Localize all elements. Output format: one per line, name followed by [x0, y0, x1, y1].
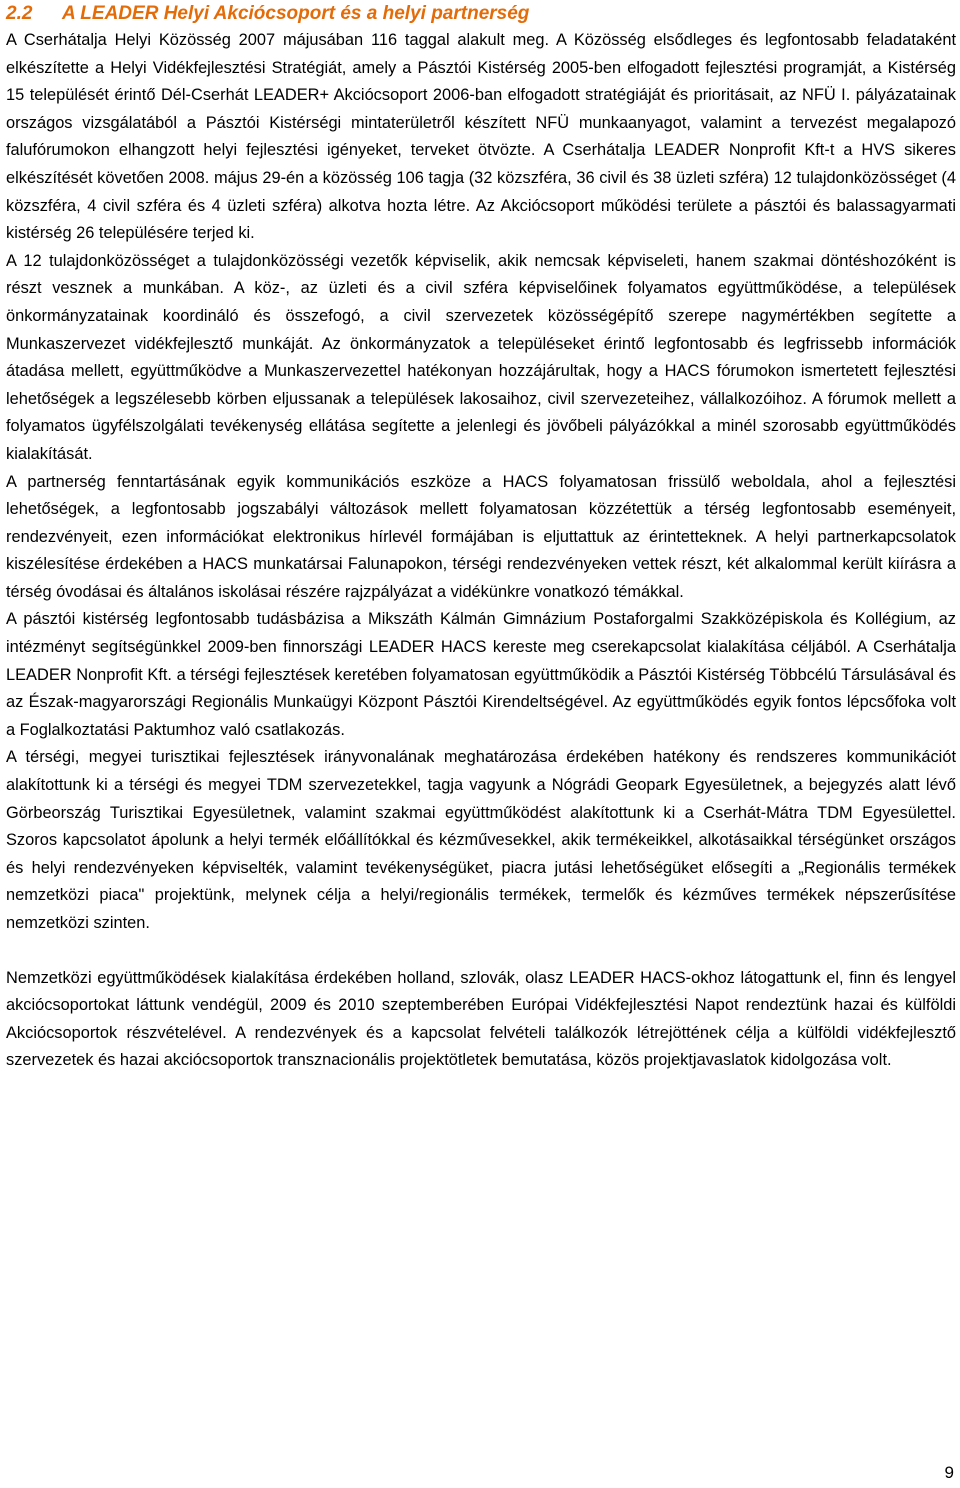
paragraph-spacer — [6, 938, 956, 965]
paragraph-knowledge-base: A pásztói kistérség legfontosabb tudásbázisa a Mikszáth Kálmán Gimnázium Postaforgalmi Szakközépiskola és Kollégium, az intézményt segítségünkkel 2009-ben finnországi LEADER HACS kereste meg cserekapcsolat kialakítása céljából. A Cserhátalja LEADER Nonprofit Kft. a térségi fejlesztések keretében folyamatosan együttműködik a Pásztói Kistérség Többcélú Társulásával és az Észak-magyarországi Regionális Munkaügyi Központ Pásztói Kirendeltségével. Az együttműködés egyik fontos lépcsőfoka volt a Foglalkoztatási Paktumhoz való csatlakozás. — [6, 610, 956, 739]
paragraph-international: Nemzetközi együttműködések kialakítása érdekében holland, szlovák, olasz LEADER HACS-okhoz látogattunk el, finn és lengyel akciócsoportokat láttunk vendégül, 2009 és 2010 szeptemberében Európai Vidékfejlesztési Napot rendeztünk hazai és külföldi Akciócsoportok részvételével. A rendezvények és a kapcsolat felvételi találkozók létrejöttének célja a külföldi vidékfejlesztő szervezetek és hazai akciócsoportok transznacionális projektötletek bemutatása, közös projektjavaslatok kidolgozása volt. — [6, 968, 956, 1070]
paragraph-tourism: A térségi, megyei turisztikai fejlesztések irányvonalának meghatározása érdekében hatékony és rendszeres kommunikációt alakítottunk ki a térségi és megyei TDM szervezetekkel, tagja vagyunk a Nógrádi Geopark Egyesületnek, a bejegyzés alatt lévő Görbeország Turisztikai Egyesületnek, valamint szakmai együttműködést alakítottunk ki a Cserhát-Mátra TDM Egyesülettel. Szoros kapcsolatot ápolunk a helyi termék előállítókkal és kézművesekkel, akik termékeikkel, alkotásaikkal térségünket országos és helyi rendezvényeken képviselték, valamint tevékenységüket, piacra jutási lehetőségüket elősegíti a „Regionális termékek nemzetközi piaca" projektünk, melynek célja a helyi/regionális termékek, termelők és kézműves termékek népszerűsítése nemzetközi szinten. — [6, 748, 956, 932]
paragraph-ownership: A 12 tulajdonközösséget a tulajdonközösségi vezetők képviselik, akik nemcsak képviseleti, hanem szakmai döntéshozóként is részt vesznek a munkában. A köz-, az üzleti és a civil szféra képviselőinek folyamatos együttműködése, a települések önkormányzatainak koordináló és összefogó, a civil szervezetek közösségépítő szerepe nagymértékben segítette a Munkaszervezet vidékfejlesztő munkáját. Az önkormányzatok a településeket érintő legfontosabb és legfrissebb információk átadása mellett, együttműködve a Munkaszervezettel hatékonyan hozzájárultak, hogy a HACS fórumokon ismertetett fejlesztési lehetőségek a legszélesebb körben eljussanak a települések lakosaihoz, civil szervezeteihez, vállalkozóihoz. A fórumok mellett a folyamatos ügyfélszolgálati tevékenység ellátása segítette a jelenlegi és jövőbeli pályázókkal a minél szorosabb együttműködés kialakítását. — [6, 251, 956, 463]
section-title: A LEADER Helyi Akciócsoport és a helyi partnerség — [62, 3, 530, 24]
section-heading — [6, 0, 956, 27]
paragraph-intro: A Cserhátalja Helyi Közösség 2007 májusában 116 taggal alakult meg. A Közösség elsődleges és legfontosabb feladataként elkészítette a Helyi Vidékfejlesztési Stratégiát, amely a Pásztói Kistérség 2005-ben elfogadott fejlesztési programját, a Kistérség 15 települését érintő Dél-Cserhát LEADER+ Akciócsoport 2006-ban elfogadott stratégiáját és prioritásait, az NFÜ I. pályázatainak országos vizsgálatából a Pásztói Kistérségi mintaterületről készített NFÜ munkaanyagot, valamint a tervezést megalapozó falufórumokon elhangzott helyi fejlesztési igényeket, terveket ötvözte. A Cserhátalja LEADER Nonprofit Kft-t a HVS sikeres elkészítését követően 2008. május 29-én a közösség 106 tagja (32 közszféra, 36 civil és 38 üzleti szféra) 12 tulajdonközösséget (4 közszféra, 4 civil szféra és 4 üzleti szféra) alkotva hozta létre. Az Akciócsoport működési területe a pásztói és balassagyarmati kistérség 26 településére terjed ki. — [6, 31, 956, 243]
document-page — [6, 0, 956, 1075]
page-number: 9 — [944, 1463, 954, 1482]
section-number: 2.2 — [6, 3, 33, 24]
paragraph-communication: A partnerség fenntartásának egyik kommunikációs eszköze a HACS folyamatosan frissülő weboldala, ahol a fejlesztési lehetőségek, a legfontosabb jogszabályi változások mellett folyamatosan közzétettük a térség legfontosabb eseményeit, rendezvényeit, ezen információkat elektronikus hírlevél formájában is eljuttattuk az érintetteknek. A helyi partnerkapcsolatok kiszélesítése érdekében a HACS munkatársai Falunapokon, térségi rendezvényeken vettek részt, két alkalommal került kiírásra a térség óvodásai és általános iskolásai részére rajzpályázat a vidékünkre vonatkozó témákkal. — [6, 472, 956, 601]
